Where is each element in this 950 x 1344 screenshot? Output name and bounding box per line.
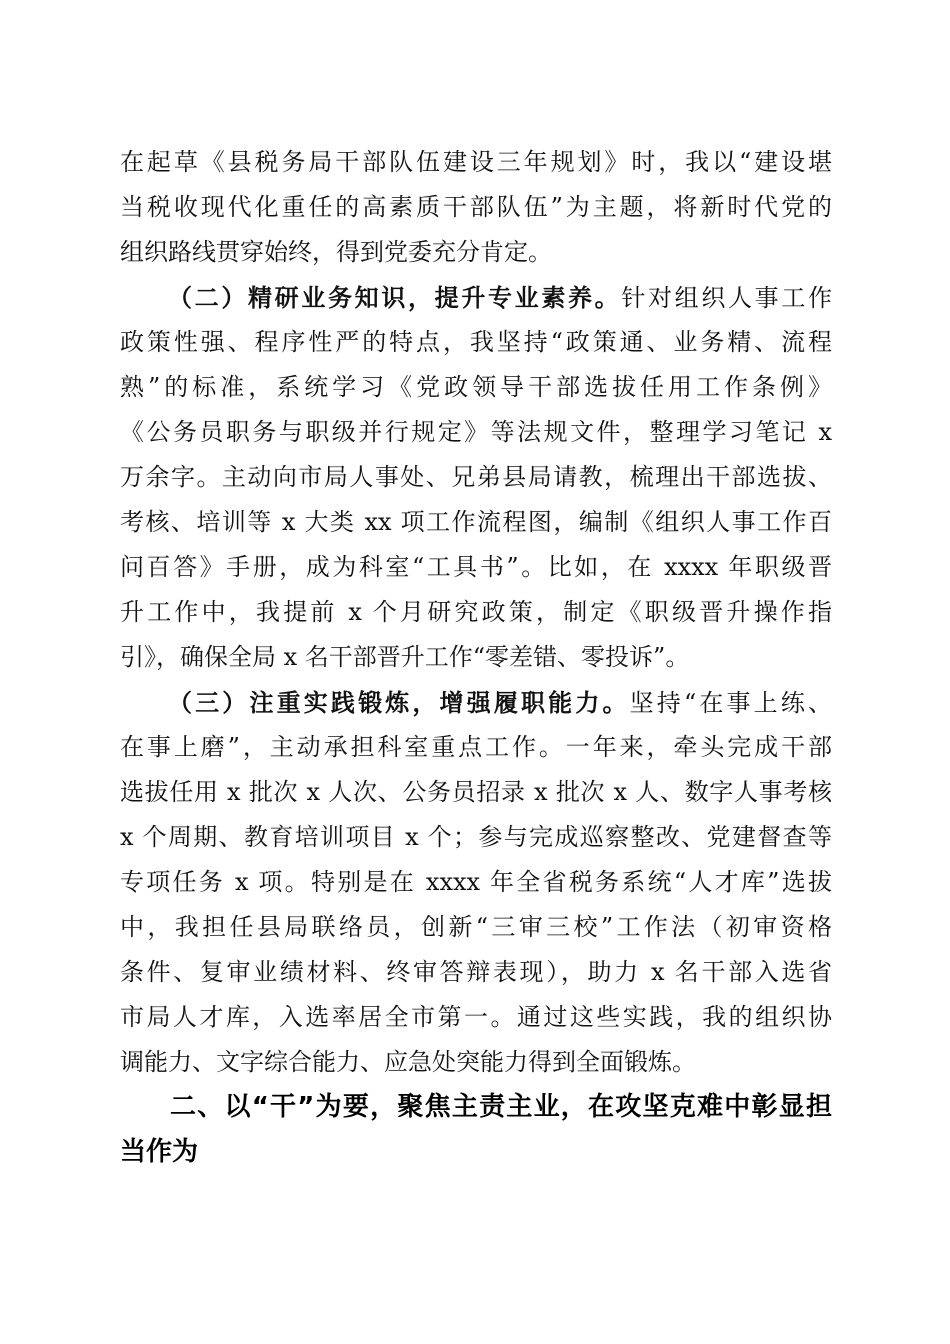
text-line: 选拔任用 x 批次 x 人次、公务员招录 x 批次 x 人、数字人事考核 (120, 778, 832, 806)
text-line (120, 275, 832, 320)
text-line: 问百答》手册，成为科室“工具书”。比如，在 xxxx 年职级晋 (120, 553, 832, 581)
paragraph-business-knowledge (120, 275, 832, 680)
text-line: 在事上磨”，主动承担科室重点工作。一年来，牵头完成干部 (120, 733, 832, 761)
text-line: 考核、培训等 x 大类 xx 项工作流程图，编制《组织人事工作百 (120, 508, 832, 536)
section-heading (120, 1085, 832, 1175)
heading-line: 当作为 (120, 1137, 199, 1167)
text-line: 条件、复审业绩材料、终审答辩表现），助力 x 名干部入选省 (120, 958, 832, 986)
paragraph-heading: （三）注重实践锻炼，增强履职能力。 (168, 688, 630, 717)
text-run: 针对组织人事工作 (621, 284, 833, 312)
text-line: 万余字。主动向市局人事处、兄弟县局请教，梳理出干部选拔、 (120, 463, 832, 491)
text-line: 专项任务 x 项。特别是在 xxxx 年全省税务系统“人才库”选拔 (120, 868, 832, 896)
text-line: x 个周期、教育培训项目 x 个；参与完成巡察整改、党建督查等 (120, 823, 832, 851)
paragraph-practice (120, 680, 832, 1085)
text-line: 中，我担任县局联络员，创新“三审三校”工作法（初审资格 (120, 913, 832, 941)
text-line: 引》，确保全局 x 名干部晋升工作“零差错、零投诉”。 (120, 643, 690, 671)
text-line: 市局人才库，入选率居全市第一。通过这些实践，我的组织协 (120, 1003, 832, 1031)
text-line: 《公务员职务与职级并行规定》等法规文件，整理学习笔记 x (120, 418, 832, 446)
document-body (120, 140, 832, 1175)
paragraph-draft-plan (120, 140, 832, 275)
text-line: 组织路线贯穿始终，得到党委充分肯定。 (120, 238, 552, 266)
text-line (120, 680, 832, 725)
text-line: 在起草《县税务局干部队伍建设三年规划》时，我以“建设堪 (120, 148, 832, 176)
text-line: 当税收现代化重任的高素质干部队伍”为主题，将新时代党的 (120, 193, 832, 221)
heading-line: 二、以“干”为要，聚焦主责主业，在攻坚克难中彰显担 (170, 1092, 832, 1122)
text-line: 政策性强、程序性严的特点，我坚持“政策通、业务精、流程 (120, 328, 832, 356)
text-run: 坚持“在事上练、 (629, 689, 832, 717)
text-line: 调能力、文字综合能力、应急处突能力得到全面锻炼。 (120, 1048, 696, 1076)
paragraph-heading: （二）精研业务知识，提升专业素养。 (168, 283, 622, 312)
text-line: 熟”的标准，系统学习《党政领导干部选拔任用工作条例》 (120, 373, 832, 401)
text-line: 升工作中，我提前 x 个月研究政策，制定《职级晋升操作指 (120, 598, 832, 626)
